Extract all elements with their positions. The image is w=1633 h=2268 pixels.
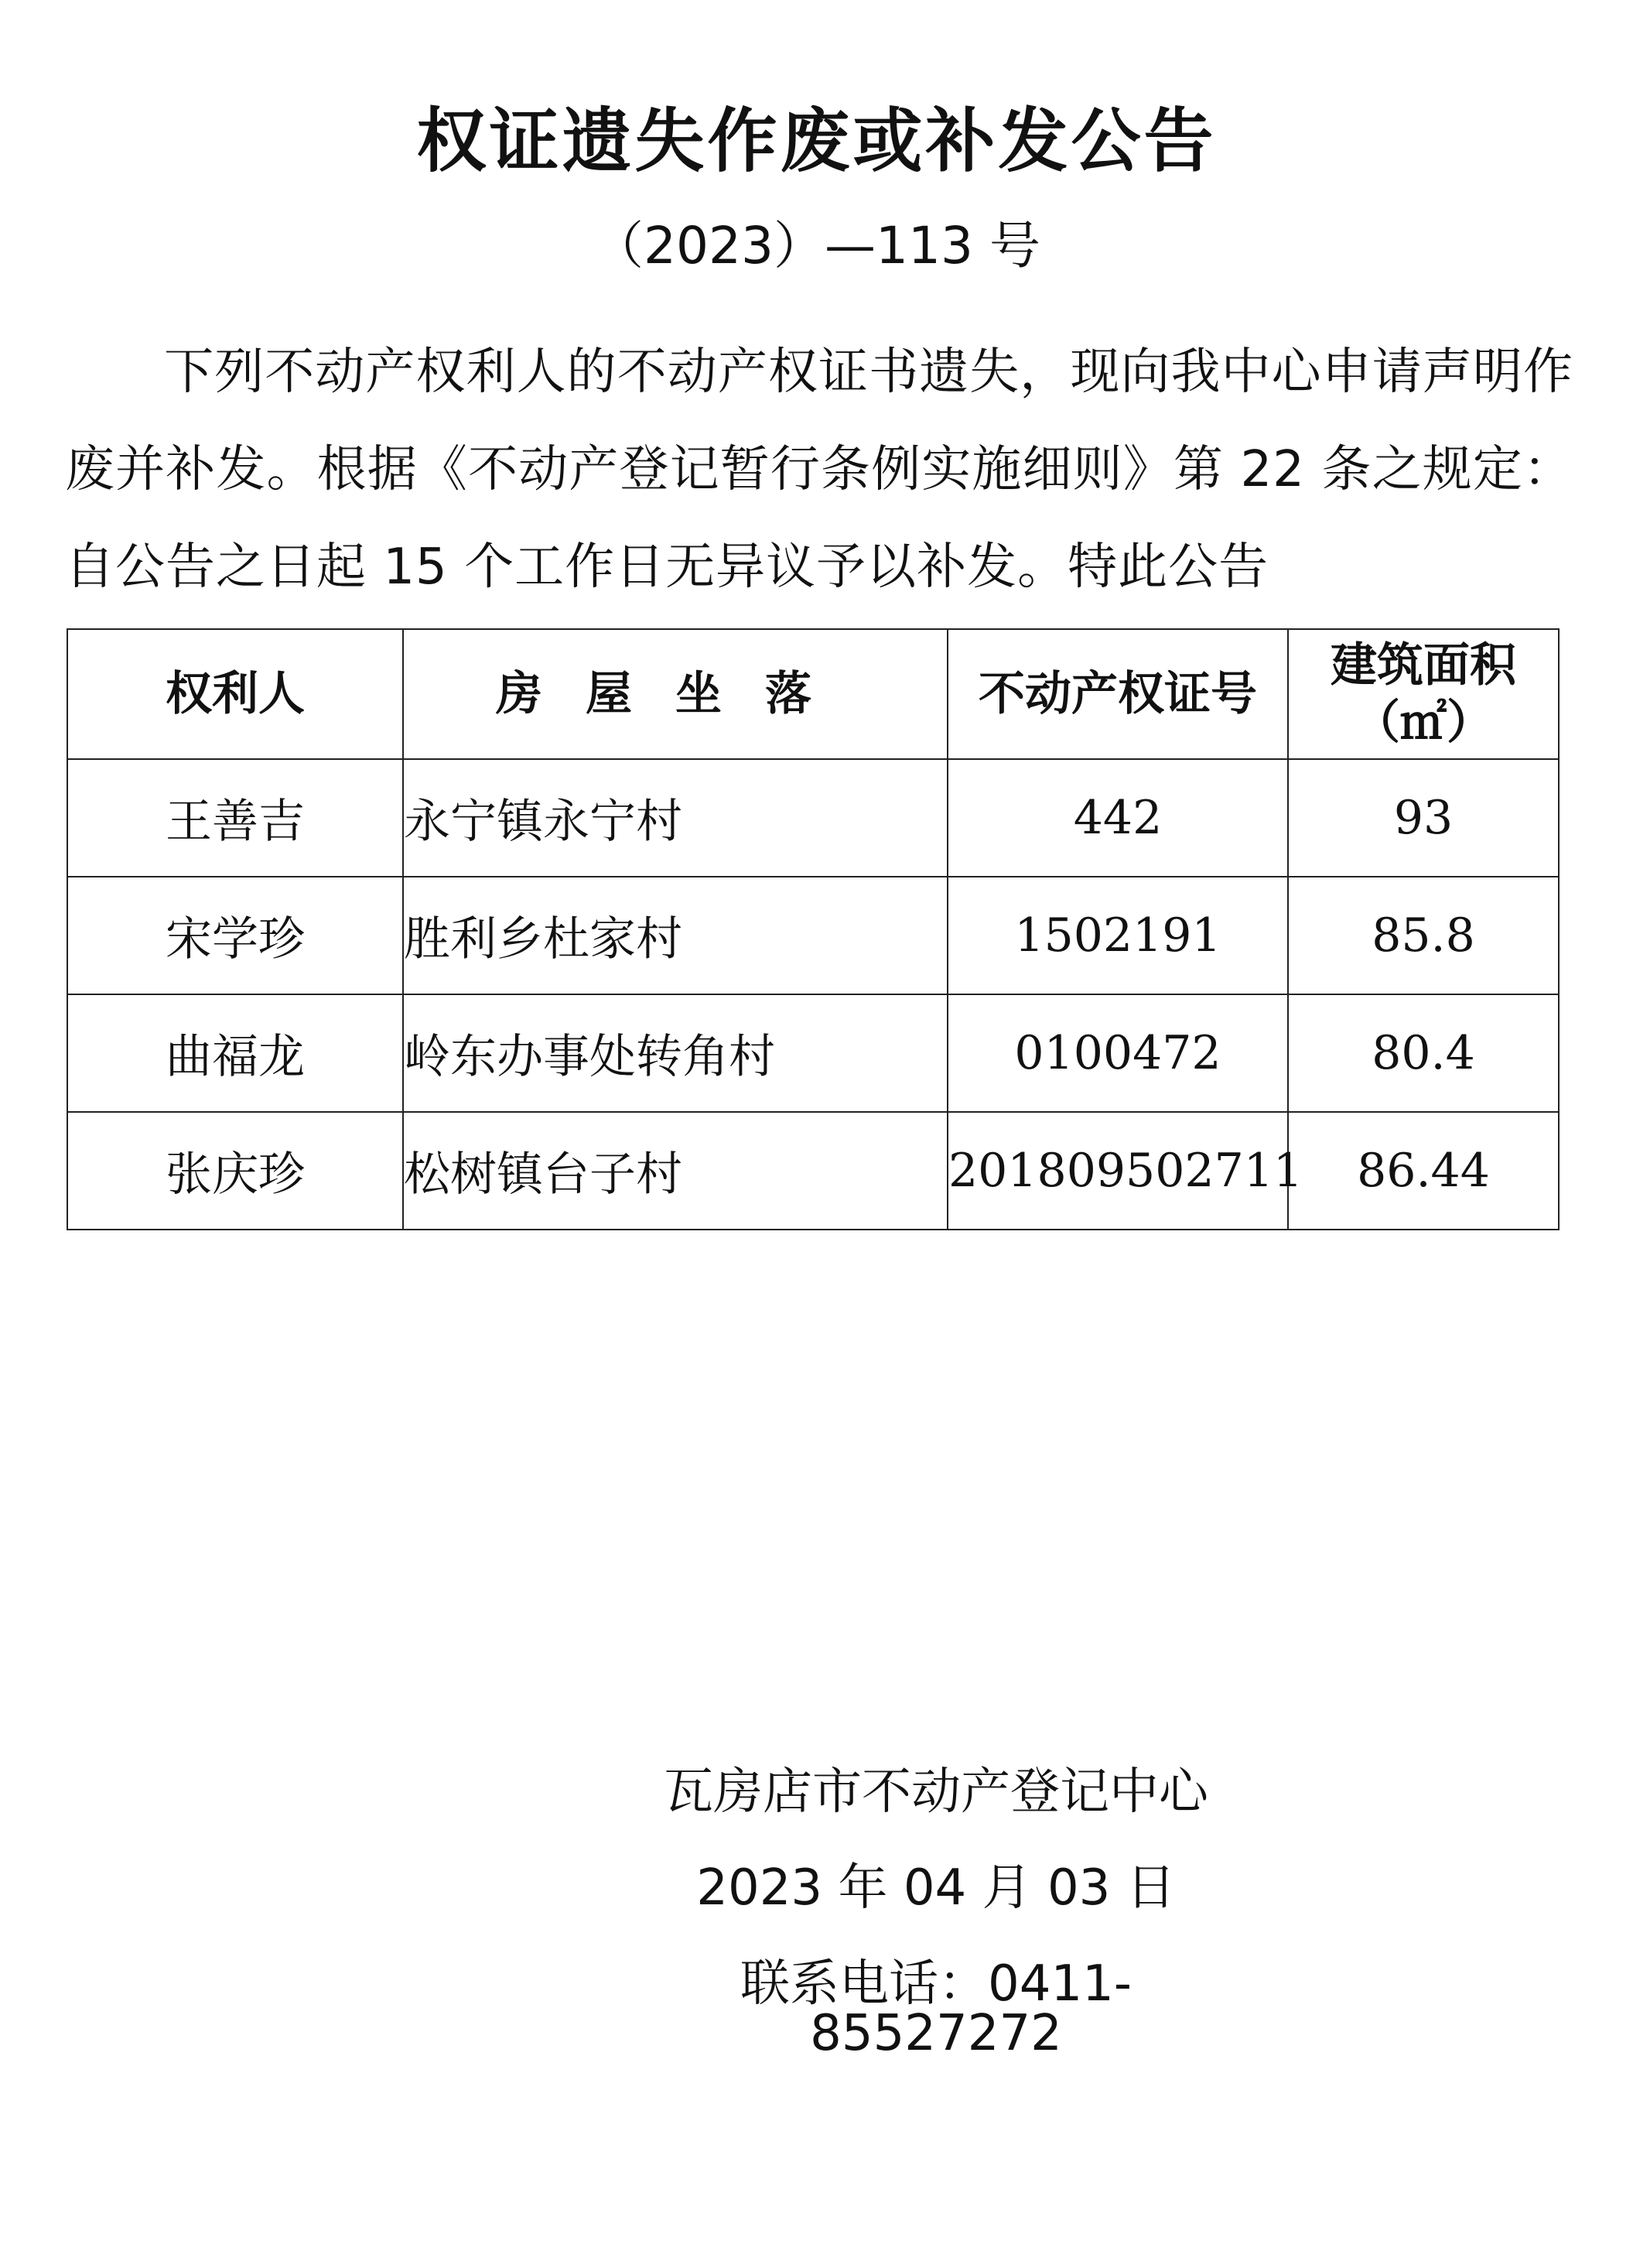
- table-row: [67, 877, 1559, 994]
- header-area: [1288, 629, 1559, 759]
- cell-owner: 张庆珍: [67, 1112, 403, 1230]
- header-owner: 权利人: [67, 629, 403, 759]
- header-area-unit: （㎡）: [1354, 696, 1493, 750]
- cell-cert-no: 1502191: [948, 877, 1288, 994]
- notice-body-text: 下列不动产权利人的不动产权证书遗失，现向我中心申请声明作废并补发。根据《不动产登记暂行条例实施细则》第 22 条之规定：自公告之日起 15 个工作日无异议予以补发。特此公告: [65, 344, 1573, 596]
- lost-certificate-table: [67, 628, 1560, 1230]
- cell-cert-no: 201809502711: [948, 1112, 1288, 1230]
- cell-owner: 曲福龙: [67, 994, 403, 1112]
- cell-area: 85.8: [1288, 877, 1559, 994]
- cell-cert-no: 0100472: [948, 994, 1288, 1112]
- contact-phone: 联系电话：0411-85527272: [740, 1955, 1132, 2062]
- notice-title: 权证遗失作废或补发公告: [416, 101, 1217, 182]
- header-cert-no: 不动产权证号: [948, 629, 1288, 759]
- notice-body-paragraph: [65, 323, 1573, 616]
- header-area-label: 建筑面积: [1331, 638, 1516, 693]
- cell-location: 松树镇台子村: [403, 1112, 948, 1230]
- cell-area: 93: [1288, 759, 1559, 877]
- header-location: 房屋坐落: [403, 629, 948, 759]
- cell-location: 岭东办事处转角村: [403, 994, 948, 1112]
- table-header-row: [67, 629, 1559, 759]
- cell-owner: 宋学珍: [67, 877, 403, 994]
- issuer-name: 瓦房店市不动产登记中心: [664, 1763, 1208, 1821]
- cell-cert-no: 442: [948, 759, 1288, 877]
- table-row: [67, 994, 1559, 1112]
- cell-location: 永宁镇永宁村: [403, 759, 948, 877]
- notice-number: （2023）—113 号: [593, 216, 1040, 275]
- cell-owner: 王善吉: [67, 759, 403, 877]
- cell-area: 80.4: [1288, 994, 1559, 1112]
- cell-location: 胜利乡杜家村: [403, 877, 948, 994]
- table-row: [67, 1112, 1559, 1230]
- issue-date: 2023 年 04 月 03 日: [696, 1859, 1176, 1917]
- table-row: [67, 759, 1559, 877]
- cell-area: 86.44: [1288, 1112, 1559, 1230]
